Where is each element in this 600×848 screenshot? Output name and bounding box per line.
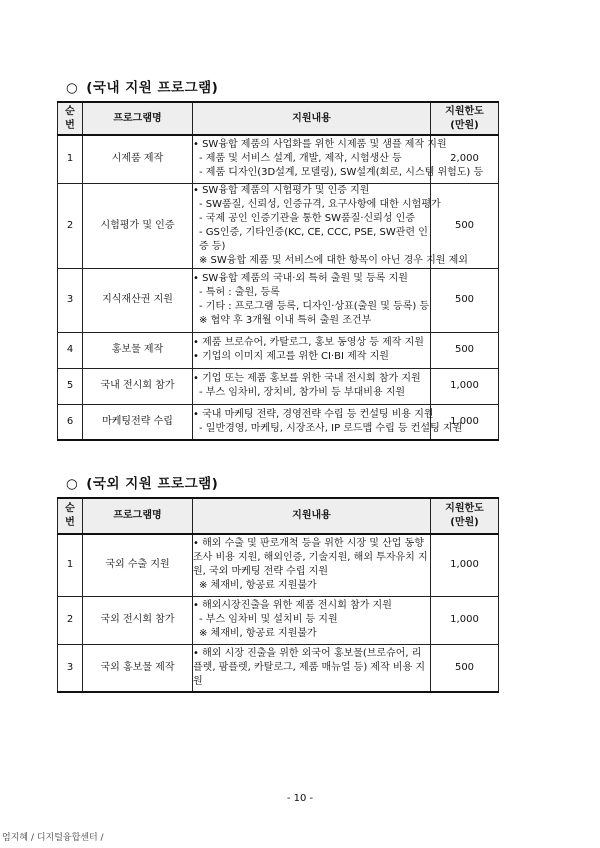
row-number: 5 <box>58 368 83 404</box>
row-number: 6 <box>58 404 83 440</box>
header-content: 지원내용 <box>193 498 431 534</box>
content-line: • 기업의 이미지 제고를 위한 CI·BI 제작 지원 <box>193 351 389 362</box>
support-content <box>193 534 431 596</box>
program-name: 국외 홍보물 제작 <box>83 644 193 692</box>
content-line: • SW융합 제품의 국내·외 특허 출원 및 등록 지원 <box>193 273 408 284</box>
content-line: • 기업 또는 제품 홍보를 위한 국내 전시회 참가 지원 <box>193 373 421 384</box>
table-row <box>58 404 499 440</box>
content-line: - 제품 디자인(3D설계, 모델링), SW설계(회로, 시스템 위험도) 등 <box>199 167 484 179</box>
content-line: ※ 체재비, 항공료 지원불가 <box>199 628 317 639</box>
content-line: • 해외시장진출을 위한 제품 전시회 참가 지원 <box>193 600 392 611</box>
page-number: - 10 - <box>286 793 314 804</box>
support-limit: 1,000 <box>431 404 499 440</box>
circle-bullet-icon: ○ <box>66 476 79 492</box>
table-row <box>58 368 499 404</box>
content-line: • 제품 브로슈어, 카탈로그, 홍보 동영상 등 제작 지원 <box>193 337 424 348</box>
content-line: • 해외 시장 진출을 위한 외국어 홍보물(브로슈어, 리플렛, 팜플렛, 카탈로그, 제품 매뉴얼 등) 제작 비용 지원 <box>193 647 426 687</box>
content-line: - 부스 임차비 및 설치비 등 지원 <box>199 614 338 625</box>
support-limit: 1,000 <box>431 368 499 404</box>
table-row <box>58 332 499 368</box>
header-limit: 지원한도 (만원) <box>431 498 499 534</box>
support-content <box>193 268 431 332</box>
support-limit: 1,000 <box>431 534 499 596</box>
support-limit: 500 <box>431 644 499 692</box>
support-limit: 500 <box>431 183 499 268</box>
row-number: 3 <box>58 268 83 332</box>
header-no: 순 번 <box>58 102 83 135</box>
support-content <box>193 368 431 404</box>
content-line: ※ 협약 후 3개월 이내 특허 출원 조건부 <box>199 315 372 326</box>
row-number: 4 <box>58 332 83 368</box>
overseas-section-title <box>66 472 218 492</box>
table-row <box>58 534 499 596</box>
program-name: 국외 전시회 참가 <box>83 596 193 644</box>
footer-text: 엄지혜 / 디지털융합센터 / <box>2 833 104 843</box>
header-no: 순 번 <box>58 498 83 534</box>
domestic-section-title <box>66 76 218 96</box>
header-content: 지원내용 <box>193 102 431 135</box>
program-name: 시제품 제작 <box>83 135 193 183</box>
row-number: 2 <box>58 596 83 644</box>
header-name: 프로그램명 <box>83 102 193 135</box>
row-number: 2 <box>58 183 83 268</box>
program-name: 지식재산권 지원 <box>83 268 193 332</box>
support-content <box>193 332 431 368</box>
support-content <box>193 596 431 644</box>
content-line: • 국내 마케팅 전략, 경영전략 수립 등 컨설팅 비용 지원 <box>193 408 434 420</box>
support-limit: 2,000 <box>431 135 499 183</box>
content-line: - 부스 임차비, 장치비, 참가비 등 부대비용 지원 <box>199 387 406 398</box>
table-row <box>58 268 499 332</box>
support-content <box>193 404 463 440</box>
support-limit: 500 <box>431 332 499 368</box>
content-line: - 국제 공인 인증기관을 통한 SW품질·신뢰성 인증 <box>199 212 415 224</box>
support-limit: 1,000 <box>431 596 499 644</box>
content-line: - 일반경영, 마케팅, 시장조사, IP 로드맵 수립 등 컨설팅 지원 <box>199 422 463 434</box>
support-limit: 500 <box>431 268 499 332</box>
domestic-title-text: (국내 지원 프로그램) <box>86 80 219 96</box>
content-line: ※ 체재비, 항공료 지원불가 <box>199 580 317 592</box>
row-number: 1 <box>58 135 83 183</box>
domestic-program-table <box>57 101 499 441</box>
overseas-program-table <box>57 497 499 693</box>
program-name: 국외 수출 지원 <box>83 534 193 596</box>
content-line: - 기타 : 프로그램 등록, 디자인·상표(출원 및 등록) 등 <box>199 301 430 312</box>
content-line: - GS인증, 기타인증(KC, CE, CCC, PSE, SW관련 인증 등) <box>199 226 428 252</box>
table-row <box>58 135 499 183</box>
table-row <box>58 183 499 268</box>
header-name: 프로그램명 <box>83 498 193 534</box>
table-row <box>58 596 499 644</box>
content-line: ※ SW융합 제품 및 서비스에 대한 항목이 아닌 경우 지원 제외 <box>199 254 468 266</box>
program-name: 마케팅전략 수립 <box>83 404 193 440</box>
content-line: - 제품 및 서비스 설계, 개발, 제작, 시험생산 등 <box>199 153 402 165</box>
header-limit: 지원한도 (만원) <box>431 102 499 135</box>
row-number: 1 <box>58 534 83 596</box>
content-line: • 해외 수출 및 판로개척 등을 위한 시장 및 산업 동향 조사 비용 지원, 해외인증, 기술지원, 해외 투자유치 지원, 국외 마케팅 전략 수립 지원 <box>193 538 428 578</box>
row-number: 3 <box>58 644 83 692</box>
program-name: 홍보물 제작 <box>83 332 193 368</box>
content-line: • SW융합 제품의 시험평가 및 인증 지원 <box>193 184 370 196</box>
circle-bullet-icon: ○ <box>66 80 79 96</box>
content-line: • SW융합 제품의 사업화를 위한 시제품 및 샘플 제작 지원 <box>193 139 447 151</box>
program-name: 국내 전시회 참가 <box>83 368 193 404</box>
overseas-title-text: (국외 지원 프로그램) <box>86 476 219 492</box>
support-content <box>193 644 431 692</box>
table-row <box>58 644 499 692</box>
content-line: - SW품질, 신뢰성, 인증규격, 요구사항에 대한 시험평가 <box>199 198 441 210</box>
program-name: 시험평가 및 인증 <box>83 183 193 268</box>
content-line: - 특허 : 출원, 등록 <box>199 287 280 298</box>
